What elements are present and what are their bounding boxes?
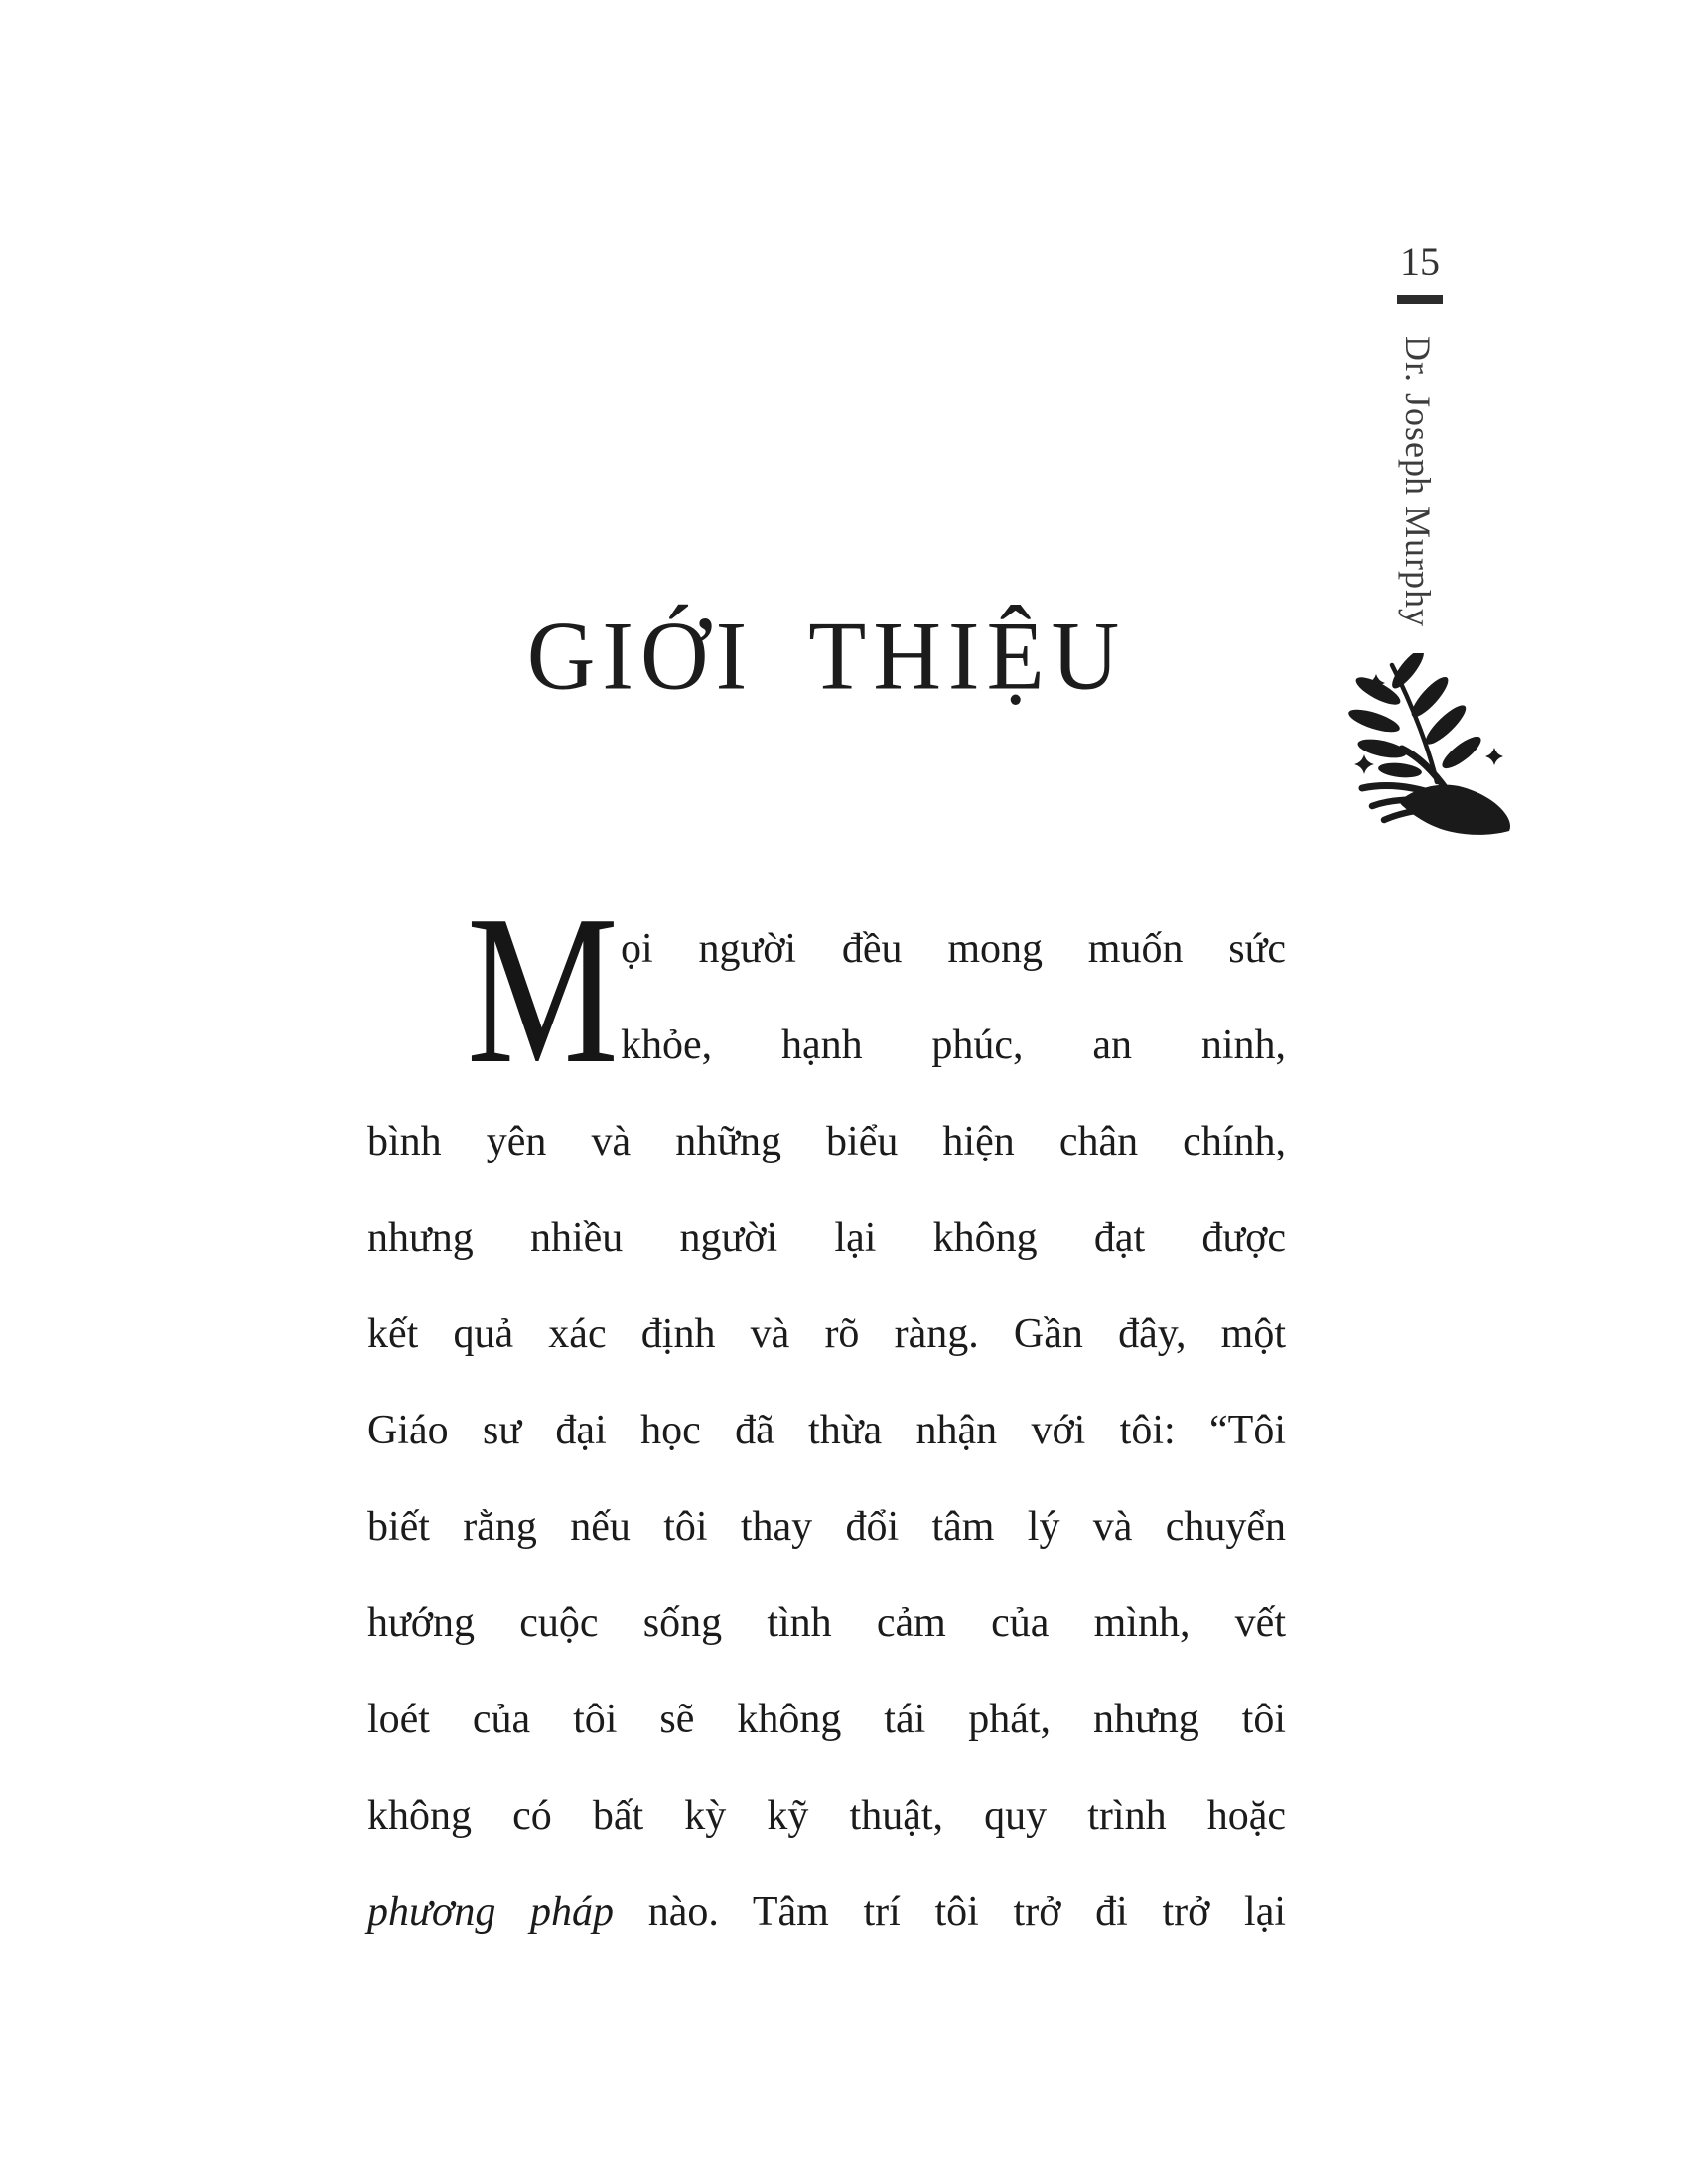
body-line: ọi người đều mong muốn sức <box>621 926 1286 972</box>
drop-cap: M <box>467 871 619 1108</box>
body-line: bình yên và những biểu hiện chân chính, <box>367 1119 1286 1164</box>
hand-branch-icon <box>1342 653 1513 838</box>
chapter-title: GIỚI THIỆU <box>526 600 1127 711</box>
sparkle-icon <box>1354 754 1374 774</box>
body-line: khỏe, hạnh phúc, an ninh, <box>621 1023 1286 1068</box>
body-line: hướng cuộc sống tình cảm của mình, vết <box>367 1600 1286 1646</box>
italic-phrase: phương pháp <box>367 1889 615 1935</box>
body-line: kết quả xác định và rõ ràng. Gần đây, một <box>367 1311 1286 1357</box>
body-line: Giáo sư đại học đã thừa nhận với tôi: “Tôi <box>367 1408 1286 1453</box>
line-rest: nào. Tâm trí tôi trở đi trở lại <box>647 1889 1287 1935</box>
body-line: biết rằng nếu tôi thay đổi tâm lý và chuyển <box>367 1504 1286 1550</box>
body-line-last <box>367 1864 1286 1961</box>
author-vertical-text: Dr. Joseph Murphy <box>1398 336 1438 627</box>
body-line: loét của tôi sẽ không tái phát, nhưng tôi <box>367 1697 1286 1742</box>
body-line: không có bất kỳ kỹ thuật, quy trình hoặc <box>367 1793 1286 1839</box>
body-text <box>367 871 1287 1961</box>
sparkle-icon <box>1485 748 1503 765</box>
page-number: 15 <box>1400 239 1440 284</box>
page-number-rule <box>1397 295 1443 304</box>
body-line: nhưng nhiều người lại không đạt được <box>367 1215 1286 1261</box>
